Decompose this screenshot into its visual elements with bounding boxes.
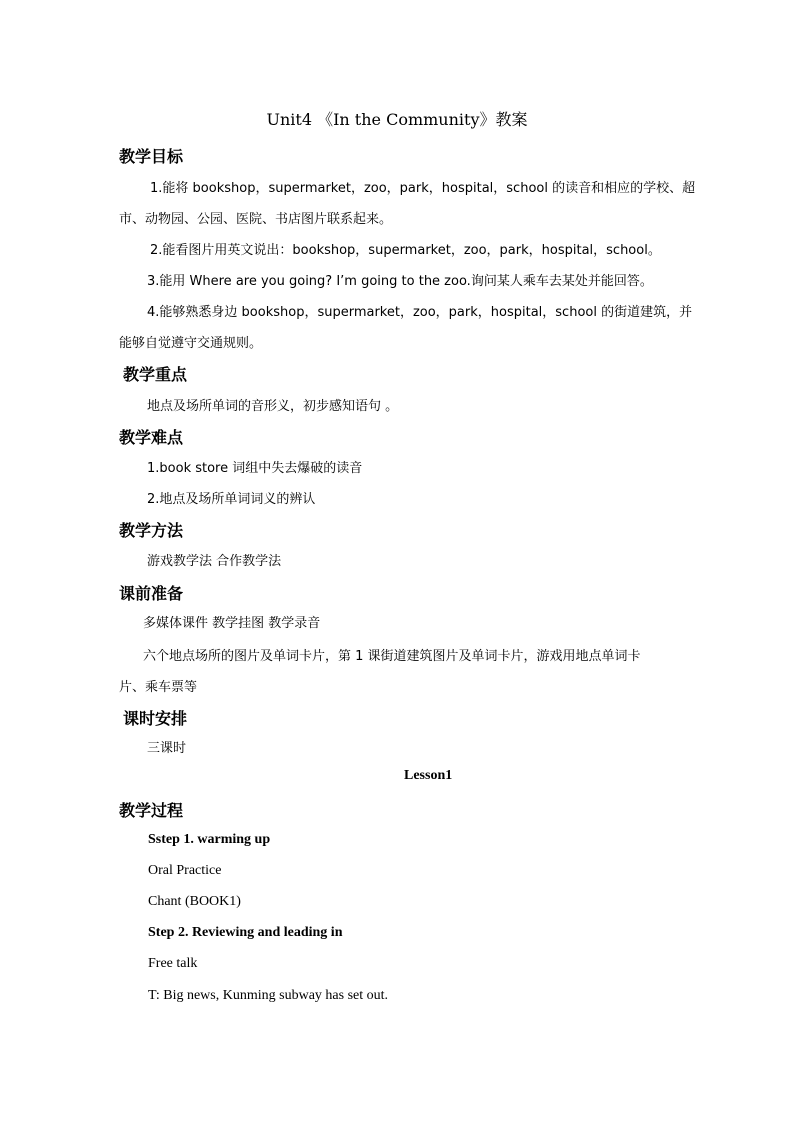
process-line-oral-practice: Oral Practice — [148, 863, 222, 878]
process-step-2: Step 2. Reviewing and leading in — [148, 925, 343, 940]
difficulties-heading: 教学难点 — [119, 428, 184, 447]
process-line-chant: Chant (BOOK1) — [148, 894, 241, 909]
process-line-teacher: T: Big news, Kunming subway has set out. — [148, 988, 389, 1003]
objective-line-3: 2.能看图片用英文说出：bookshop，supermarket，zoo，park，hospital，school。 — [150, 243, 661, 258]
methods-heading: 教学方法 — [119, 521, 184, 540]
objective-line-4: 3.能用 Where are you going? I’m going to the zoo.询问某人乘车去某处并能回答。 — [147, 274, 653, 289]
preparation-line-2: 六个地点场所的图片及单词卡片，第 1 课街道建筑图片及单词卡片，游戏用地点单词卡 — [143, 649, 641, 664]
preparation-line-3: 片、乘车票等 — [119, 680, 198, 695]
difficulties-line-1: 1.book store 词组中失去爆破的读音 — [147, 461, 363, 476]
process-line-free-talk: Free talk — [148, 956, 198, 971]
lesson-label: Lesson1 — [404, 768, 453, 783]
process-step-1: Sstep 1. warming up — [148, 832, 271, 847]
key-points-line-1: 地点及场所单词的音形义，初步感知语句 。 — [147, 399, 399, 414]
preparation-line-1: 多媒体课件 教学挂图 教学录音 — [143, 616, 321, 631]
preparation-heading: 课前准备 — [119, 584, 184, 603]
key-points-heading: 教学重点 — [123, 365, 188, 384]
objective-line-2: 市、动物园、公园、医院、书店图片联系起来。 — [119, 212, 393, 227]
schedule-line-1: 三课时 — [147, 741, 187, 756]
process-heading: 教学过程 — [119, 801, 184, 820]
methods-line-1: 游戏教学法 合作教学法 — [147, 554, 282, 569]
difficulties-line-2: 2.地点及场所单词词义的辨认 — [147, 492, 316, 507]
objective-line-1: 1.能将 bookshop，supermarket，zoo，park，hospital，school 的读音和相应的学校、超 — [150, 181, 696, 196]
objective-line-6: 能够自觉遵守交通规则。 — [119, 336, 263, 351]
objective-line-5: 4.能够熟悉身边 bookshop，supermarket，zoo，park，hospital，school 的街道建筑，并 — [147, 305, 693, 320]
schedule-heading: 课时安排 — [123, 709, 188, 728]
document-title: Unit4 《In the Community》教案 — [266, 110, 528, 129]
objectives-heading: 教学目标 — [119, 147, 184, 166]
